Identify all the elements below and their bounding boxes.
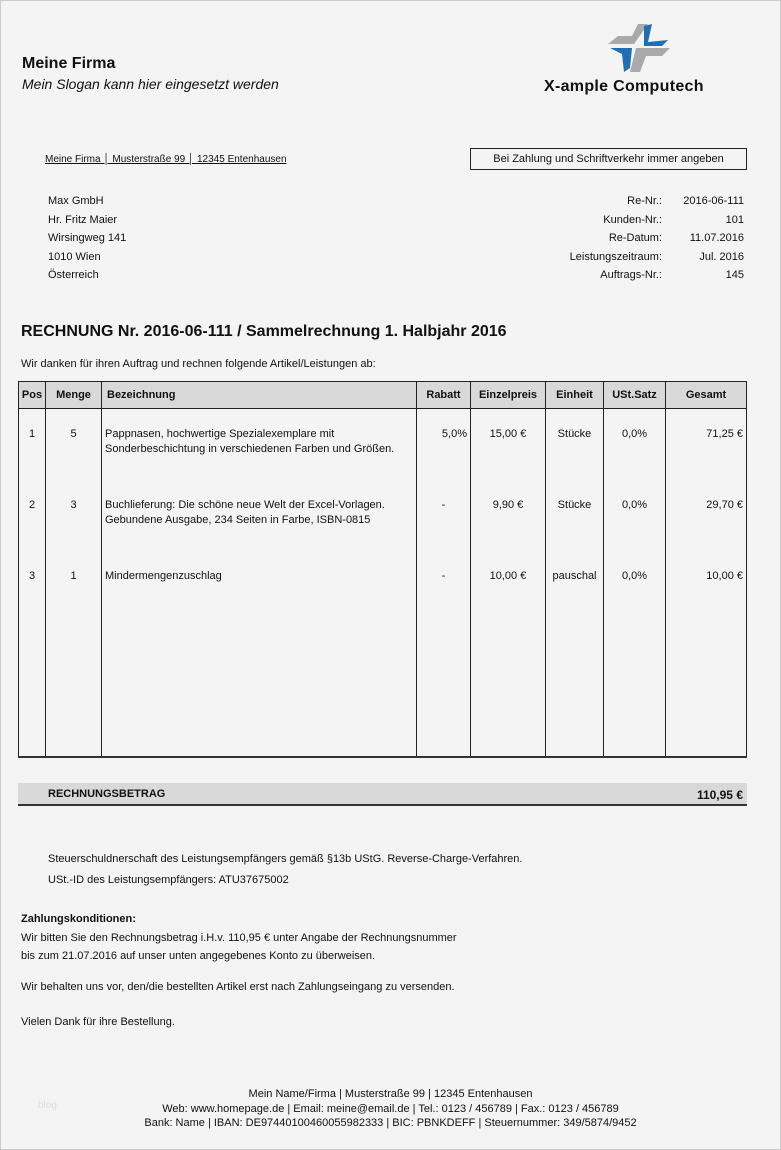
- invoice-meta-values: [664, 192, 744, 285]
- footer: [0, 1087, 781, 1131]
- terms-line: bis zum 21.07.2016 auf unser unten angegebenes Konto zu überweisen.: [21, 950, 376, 962]
- cell-bezeichnung: [102, 480, 417, 551]
- meta-value: 101: [725, 213, 744, 226]
- table-row: [19, 480, 747, 551]
- description-line: Pappnasen, hochwertige Spezialexemplare mit: [105, 428, 335, 440]
- total-row: [18, 783, 747, 806]
- cell-einzelpreis: 9,90 €: [471, 480, 546, 551]
- meta-value: 11.07.2016: [689, 232, 744, 244]
- meta-label: Re-Datum:: [608, 232, 662, 244]
- cell-menge: 3: [46, 480, 102, 551]
- recipient-line: Wirsingweg 141: [48, 232, 127, 244]
- cell-bezeichnung: [102, 409, 417, 480]
- cell-gesamt: 10,00 €: [666, 551, 747, 622]
- cell-ust: 0,0%: [604, 409, 666, 480]
- header-gesamt: Gesamt: [666, 382, 747, 409]
- invoice-meta-labels: [500, 192, 662, 285]
- cell-einzelpreis: 15,00 €: [471, 409, 546, 480]
- recipient-line: 1010 Wien: [48, 250, 101, 263]
- table-row: [19, 409, 747, 480]
- logo-icon: [604, 22, 672, 74]
- cell-einzelpreis: 10,00 €: [471, 551, 546, 622]
- cell-rabatt: 5,0%: [417, 409, 471, 480]
- table-empty-row: [19, 622, 747, 757]
- reference-notice-box: Bei Zahlung und Schriftverkehr immer angeben: [470, 148, 747, 170]
- total-label: RECHNUNGSBETRAG: [48, 788, 166, 800]
- cell-ust: 0,0%: [604, 480, 666, 551]
- invoice-items-table: [18, 381, 747, 758]
- footer-line: Mein Name/Firma | Musterstraße 99 | 12345 Entenhausen: [248, 1088, 533, 1100]
- header-menge: Menge: [46, 382, 102, 409]
- meta-value: Jul. 2016: [699, 250, 744, 263]
- intro-text: Wir danken für ihren Auftrag und rechnen folgende Artikel/Leistungen ab:: [21, 358, 376, 370]
- cell-rabatt: -: [417, 551, 471, 622]
- cell-einheit: Stücke: [546, 480, 604, 551]
- cell-pos: 1: [19, 409, 46, 480]
- footer-line: Bank: Name | IBAN: DE97440100460055982333 | BIC: PBNKDEFF | Steuernummer: 349/5874/9452: [144, 1117, 637, 1129]
- cell-einheit: pauschal: [546, 551, 604, 622]
- recipient-address: [48, 192, 126, 285]
- company-name: Meine Firma: [22, 55, 116, 72]
- header-einheit: Einheit: [546, 382, 604, 409]
- recipient-line: Österreich: [48, 269, 99, 281]
- cell-rabatt: -: [417, 480, 471, 551]
- cell-einheit: Stücke: [546, 409, 604, 480]
- terms-line: Wir bitten Sie den Rechnungsbetrag i.H.v. 110,95 € unter Angabe der Rechnungsnummer: [21, 932, 457, 944]
- terms-heading: Zahlungskonditionen:: [21, 913, 136, 925]
- sender-line: Meine Firma │ Musterstraße 99 │ 12345 Entenhausen: [45, 154, 287, 165]
- tax-note: Steuerschuldnerschaft des Leistungsempfängers gemäß §13b UStG. Reverse-Charge-Verfahren.: [48, 853, 523, 865]
- vat-id-note: USt.-ID des Leistungsempfängers: ATU37675002: [48, 874, 289, 886]
- recipient-line: Max GmbH: [48, 195, 104, 207]
- header-rabatt: Rabatt: [417, 382, 471, 409]
- header-bezeichnung: Bezeichnung: [102, 382, 417, 409]
- meta-label: Re-Nr.:: [627, 195, 662, 207]
- cell-pos: 2: [19, 480, 46, 551]
- recipient-line: Hr. Fritz Maier: [48, 213, 118, 226]
- header-pos: Pos: [19, 382, 46, 409]
- reservation-note: Wir behalten uns vor, den/die bestellten Artikel erst nach Zahlungseingang zu versenden.: [21, 981, 455, 993]
- cell-gesamt: 71,25 €: [666, 409, 747, 480]
- header-einzelpreis: Einzelpreis: [471, 382, 546, 409]
- meta-label: Kunden-Nr.:: [603, 213, 662, 226]
- watermark: blog: [38, 1100, 57, 1111]
- meta-label: Auftrags-Nr.:: [600, 269, 662, 281]
- thanks-note: Vielen Dank für ihre Bestellung.: [21, 1016, 175, 1028]
- footer-line: Web: www.homepage.de | Email: meine@email.de | Tel.: 0123 / 456789 | Fax.: 0123 / 456789: [162, 1102, 619, 1115]
- description-line: Sonderbeschichtung in verschiedenen Farben und Größen.: [105, 443, 395, 455]
- cell-menge: 1: [46, 551, 102, 622]
- cell-pos: 3: [19, 551, 46, 622]
- cell-ust: 0,0%: [604, 551, 666, 622]
- company-slogan: Mein Slogan kann hier eingesetzt werden: [22, 76, 279, 92]
- header-ust: USt.Satz: [604, 382, 666, 409]
- logo-text: X-ample Computech: [544, 78, 704, 95]
- description-line: Buchlieferung: Die schöne neue Welt der Excel-Vorlagen.: [105, 498, 385, 511]
- description-line: Mindermengenzuschlag: [105, 569, 222, 582]
- cell-bezeichnung: [102, 551, 417, 622]
- description-line: Gebundene Ausgabe, 234 Seiten in Farbe, ISBN-0815: [105, 513, 371, 526]
- meta-label: Leistungszeitraum:: [569, 250, 662, 263]
- total-value: 110,95 €: [696, 788, 743, 802]
- invoice-title: RECHNUNG Nr. 2016-06-111 / Sammelrechnung 1. Halbjahr 2016: [21, 323, 507, 340]
- table-row: [19, 551, 747, 622]
- cell-gesamt: 29,70 €: [666, 480, 747, 551]
- meta-value: 2016-06-111: [683, 195, 744, 207]
- meta-value: 145: [725, 269, 744, 281]
- cell-menge: 5: [46, 409, 102, 480]
